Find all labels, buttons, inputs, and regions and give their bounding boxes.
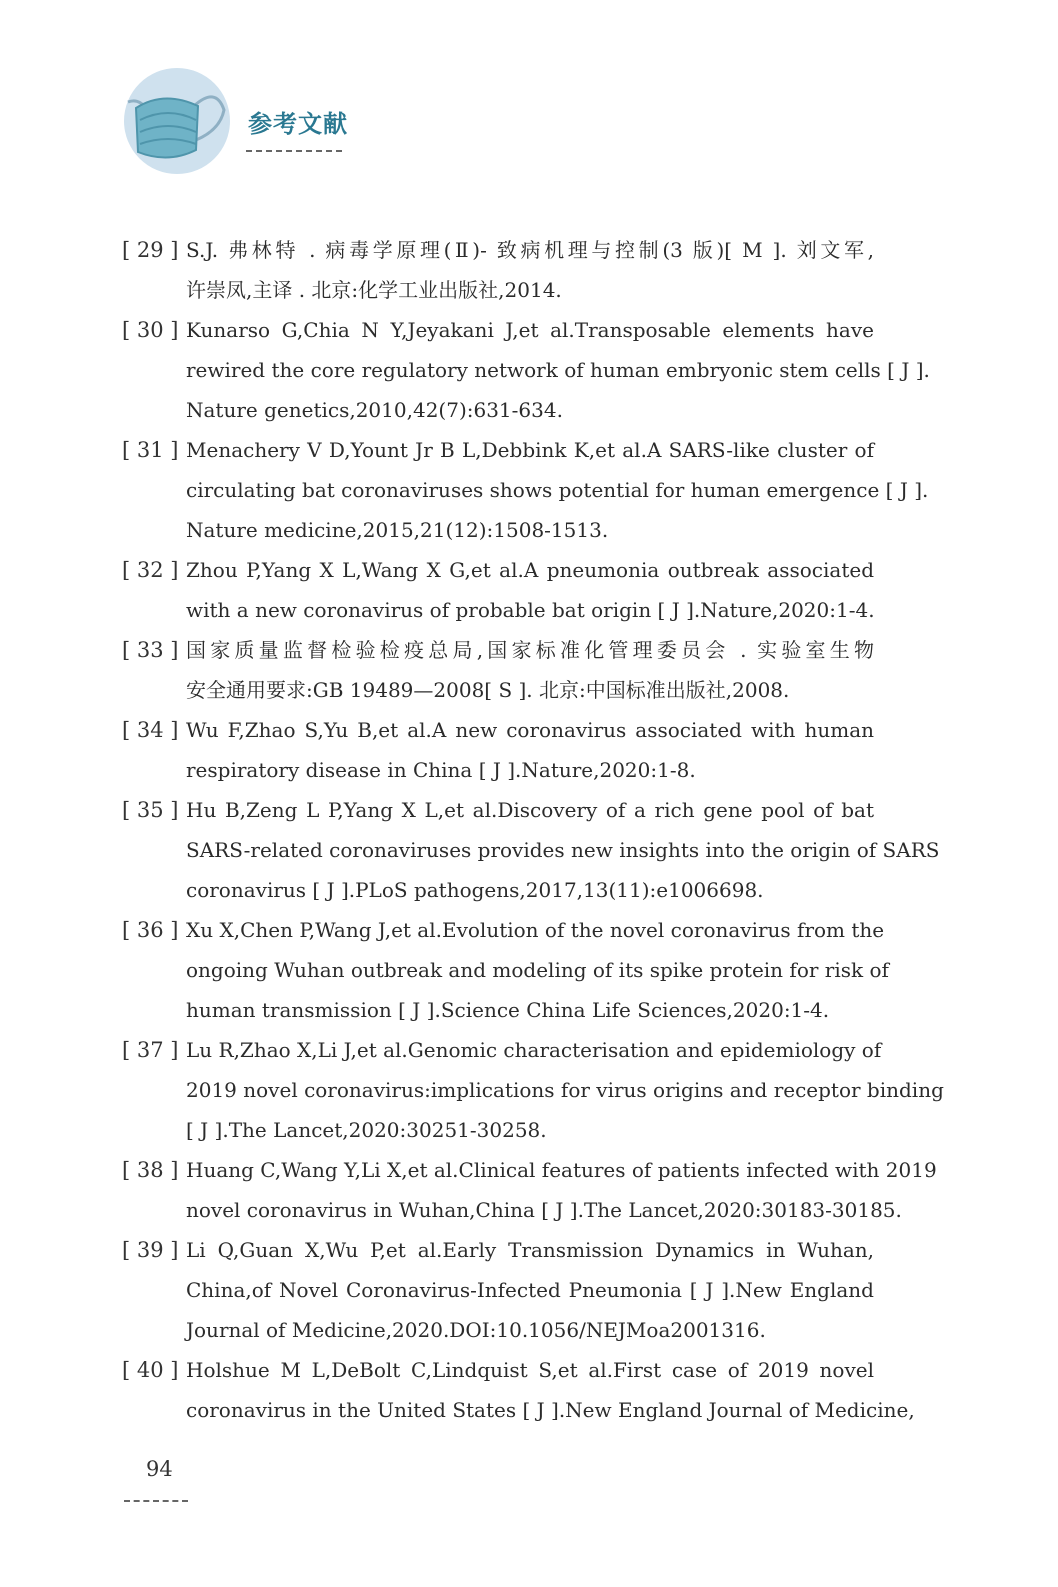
reference-text-line: Wu F,Zhao S,Yu B,et al.A new coronavirus associated with human [186, 718, 874, 742]
reference-text-line: Xu X,Chen P,Wang J,et al.Evolution of the novel coronavirus from the [186, 918, 885, 942]
reference-number: [ 35 ] [122, 798, 179, 822]
reference-number: [ 40 ] [122, 1358, 179, 1382]
reference-text-line: Menachery V D,Yount Jr B L,Debbink K,et al.A SARS-like cluster of [186, 438, 874, 462]
reference-item [122, 230, 874, 310]
reference-list [122, 230, 944, 1430]
reference-number: [ 38 ] [122, 1158, 179, 1182]
reference-text-line: Holshue M L,DeBolt C,Lindquist S,et al.First case of 2019 novel [186, 1358, 874, 1382]
reference-text-line: 国家质量监督检验检疫总局,国家标准化管理委员会 . 实验室生物 [186, 638, 874, 662]
reference-text-line: Journal of Medicine,2020.DOI:10.1056/NEJMoa2001316. [186, 1318, 766, 1342]
page-number: 94 [146, 1457, 173, 1481]
reference-number: [ 29 ] [122, 238, 179, 262]
reference-text-line: rewired the core regulatory network of human embryonic stem cells [ J ]. [186, 358, 930, 382]
reference-text-line: Zhou P,Yang X L,Wang X G,et al.A pneumonia outbreak associated [186, 558, 874, 582]
reference-text-line: Nature genetics,2010,42(7):631-634. [186, 398, 563, 422]
reference-text-line: [ J ].The Lancet,2020:30251-30258. [186, 1118, 547, 1142]
reference-text-line: coronavirus [ J ].PLoS pathogens,2017,13(11):e1006698. [186, 878, 764, 902]
reference-text-line: SARS-related coronaviruses provides new insights into the origin of SARS [186, 838, 940, 862]
reference-item [122, 1350, 915, 1430]
reference-item [122, 550, 874, 630]
page-divider [124, 1500, 188, 1502]
reference-number: [ 31 ] [122, 438, 179, 462]
title-divider [246, 150, 342, 152]
reference-number: [ 30 ] [122, 318, 179, 342]
reference-text-line: 2019 novel coronavirus:implications for virus origins and receptor binding [186, 1078, 944, 1102]
reference-text-line: respiratory disease in China [ J ].Nature,2020:1-8. [186, 758, 696, 782]
reference-item [122, 790, 940, 910]
reference-item [122, 1230, 874, 1350]
reference-text-line: S.J. 弗林特 . 病毒学原理(Ⅱ)- 致病机理与控制(3 版)[ M ]. 刘文军, [186, 238, 874, 262]
reference-text-line: Nature medicine,2015,21(12):1508-1513. [186, 518, 609, 542]
reference-text-line: with a new coronavirus of probable bat origin [ J ].Nature,2020:1-4. [186, 598, 875, 622]
section-title: 参考文献 [248, 110, 348, 138]
reference-number: [ 36 ] [122, 918, 179, 942]
reference-text-line: Hu B,Zeng L P,Yang X L,et al.Discovery of a rich gene pool of bat [186, 798, 874, 822]
reference-item [122, 430, 929, 550]
reference-number: [ 32 ] [122, 558, 179, 582]
mask-icon [124, 68, 230, 174]
reference-text-line: 许崇凤,主译 . 北京:化学工业出版社,2014. [186, 278, 562, 302]
reference-item [122, 910, 889, 1030]
reference-item [122, 630, 874, 710]
reference-item [122, 1150, 937, 1230]
section-header [124, 66, 524, 178]
reference-text-line: Lu R,Zhao X,Li J,et al.Genomic characterisation and epidemiology of [186, 1038, 882, 1062]
reference-text-line: ongoing Wuhan outbreak and modeling of its spike protein for risk of [186, 958, 889, 982]
reference-text-line: coronavirus in the United States [ J ].New England Journal of Medicine, [186, 1398, 915, 1422]
reference-text-line: Huang C,Wang Y,Li X,et al.Clinical features of patients infected with 2019 [186, 1158, 937, 1182]
reference-number: [ 39 ] [122, 1238, 179, 1262]
mask-badge [124, 68, 230, 174]
reference-text-line: human transmission [ J ].Science China Life Sciences,2020:1-4. [186, 998, 830, 1022]
reference-text-line: Kunarso G,Chia N Y,Jeyakani J,et al.Transposable elements have [186, 318, 874, 342]
reference-item [122, 710, 874, 790]
reference-text-line: Li Q,Guan X,Wu P,et al.Early Transmission Dynamics in Wuhan, [186, 1238, 874, 1262]
reference-item [122, 310, 930, 430]
reference-number: [ 37 ] [122, 1038, 179, 1062]
reference-text-line: 安全通用要求:GB 19489—2008[ S ]. 北京:中国标准出版社,2008. [186, 678, 790, 702]
reference-text-line: circulating bat coronaviruses shows potential for human emergence [ J ]. [186, 478, 929, 502]
reference-item [122, 1030, 944, 1150]
reference-number: [ 34 ] [122, 718, 179, 742]
reference-text-line: novel coronavirus in Wuhan,China [ J ].The Lancet,2020:30183-30185. [186, 1198, 902, 1222]
reference-number: [ 33 ] [122, 638, 179, 662]
reference-text-line: China,of Novel Coronavirus-Infected Pneumonia [ J ].New England [186, 1278, 874, 1302]
